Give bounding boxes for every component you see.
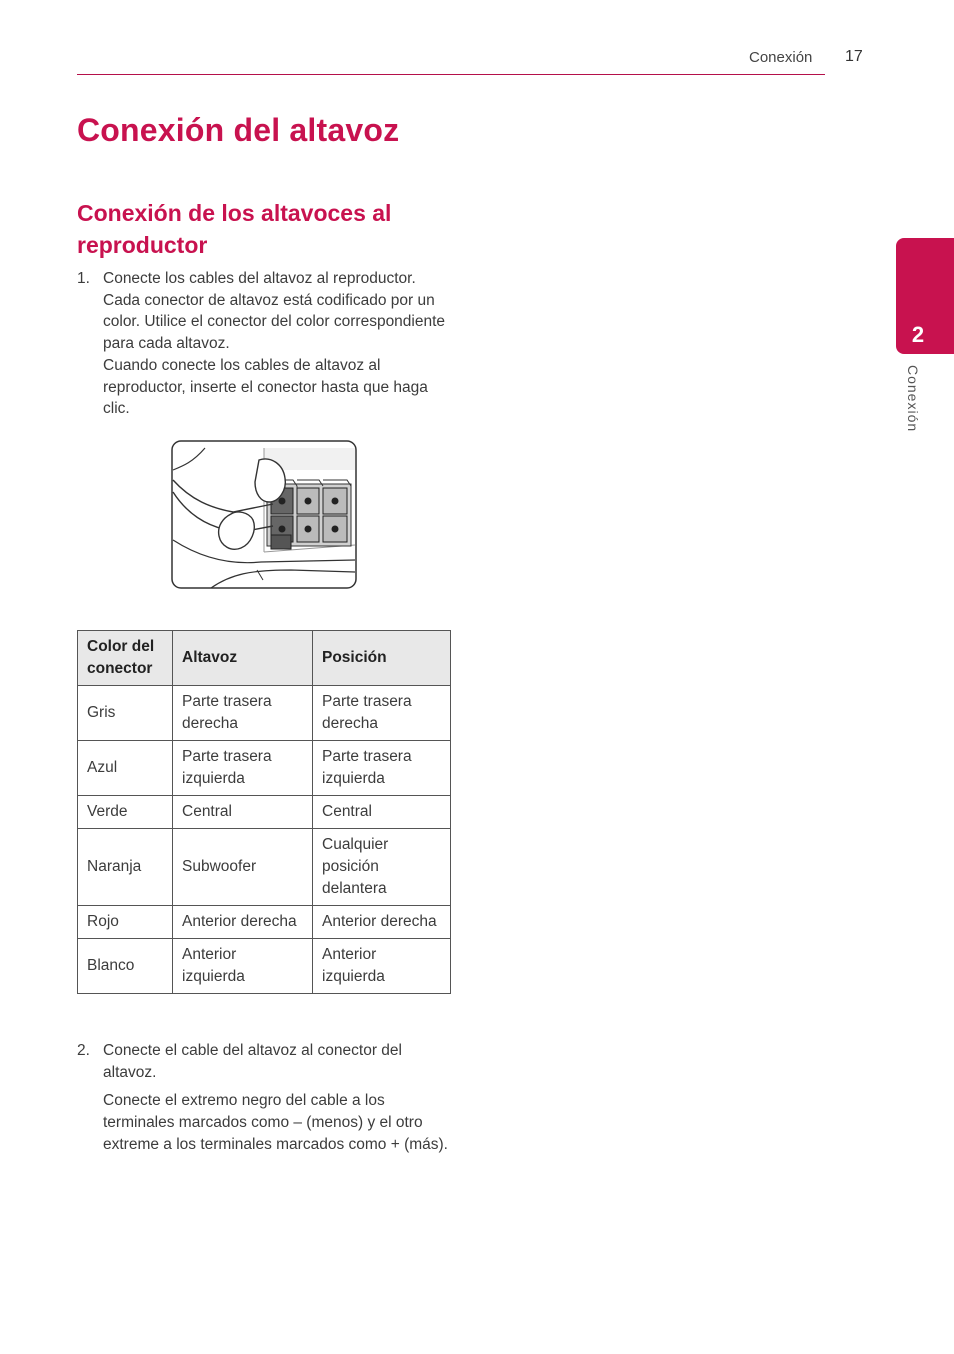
table-cell: Parte trasera izquierda: [173, 741, 313, 796]
table-cell: Verde: [78, 796, 173, 829]
step-2-text: Conecte el cable del altavoz al conector del altavoz.: [103, 1042, 402, 1081]
speaker-connection-illustration: [171, 440, 357, 589]
page-number: 17: [845, 48, 863, 65]
section-subtitle: Conexión de los altavoces al reproductor: [77, 200, 392, 258]
table-row: [78, 829, 451, 906]
step-1: [77, 268, 452, 420]
table-row: [78, 741, 451, 796]
header-position: Posición: [313, 631, 451, 686]
table-header-row: [78, 631, 451, 686]
header-speaker: Altavoz: [173, 631, 313, 686]
step-2-number: 2.: [77, 1042, 90, 1059]
table-cell: Central: [173, 796, 313, 829]
table-cell: Naranja: [78, 829, 173, 906]
table-cell: Rojo: [78, 906, 173, 939]
step-1-number: 1.: [77, 270, 90, 287]
page-title: Conexión del altavoz: [77, 112, 400, 148]
step-2-text-2: Conecte el extremo negro del cable a los terminales marcados como – (menos) y el otro extreme a los terminales marcados como + (más).: [103, 1092, 448, 1153]
table-cell: Parte trasera derecha: [173, 686, 313, 741]
header-connector-color: Color del conector: [78, 631, 173, 686]
table-cell: Blanco: [78, 939, 173, 994]
table-cell: Parte trasera derecha: [313, 686, 451, 741]
step-2: [77, 1040, 452, 1156]
table-cell: Parte trasera izquierda: [313, 741, 451, 796]
running-header-section: Conexión: [749, 49, 813, 66]
step-1-text: Conecte los cables del altavoz al reproductor. Cada conector de altavoz está codificado por un color. Utilice el conector del color correspondiente para cada altavoz.: [103, 270, 446, 353]
table-row: [78, 906, 451, 939]
table-row: [78, 939, 451, 994]
chapter-number: 2: [911, 322, 925, 347]
chapter-tab: [896, 238, 954, 354]
table-row: [78, 796, 451, 829]
table-cell: Anterior izquierda: [313, 939, 451, 994]
connector-color-table: [77, 630, 451, 994]
table-cell: Central: [313, 796, 451, 829]
table-cell: Cualquier posición delantera: [313, 829, 451, 906]
header-rule: [77, 74, 825, 75]
table-row: [78, 686, 451, 741]
table-cell: Anterior derecha: [313, 906, 451, 939]
chapter-tab-label: Conexión: [905, 365, 921, 433]
table-cell: Subwoofer: [173, 829, 313, 906]
step-1-text-2: Cuando conecte los cables de altavoz al reproductor, inserte el conector hasta que haga clic.: [103, 356, 428, 418]
table-cell: Anterior derecha: [173, 906, 313, 939]
table-cell: Azul: [78, 741, 173, 796]
table-cell: Gris: [78, 686, 173, 741]
table-cell: Anterior izquierda: [173, 939, 313, 994]
